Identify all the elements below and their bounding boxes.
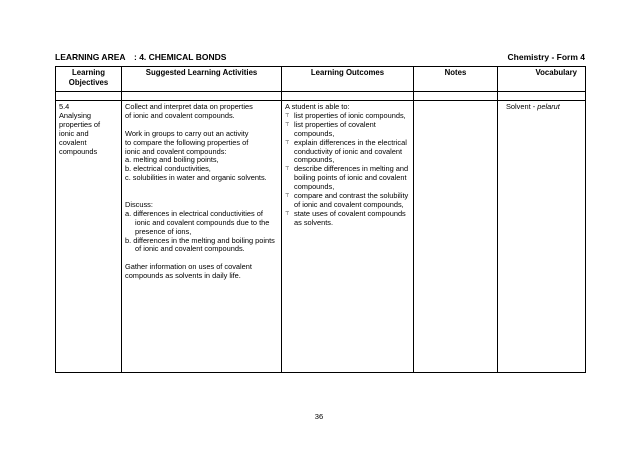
table-row: [56, 101, 586, 373]
table-header-row: [56, 67, 586, 92]
vocabulary-translation: pelarut: [537, 102, 560, 111]
list-item: c. solubilities in water and organic solvents.: [125, 173, 267, 183]
subject-title: Chemistry - Form 4: [507, 52, 585, 62]
activities-cell: Collect and interpret data on properties of ionic and covalent compounds. Work in groups to carry out an activity to compare the following properties of ionic and covalent compounds: a. melting and boiling points, b. electrical conductivities, c. solubilities in water and organic solvents. Discuss: a. differences in electrical conductivities of ionic and covalent compounds due to the presence of ions, b. differences in the melting and boiling points of ionic and covalent compounds. Gather information on uses of covalent compounds as solvents in daily life.: [122, 101, 282, 373]
bullet-icon: ⊤: [285, 139, 290, 146]
bullet-icon: ⊤: [285, 193, 290, 200]
bullet-icon: ⊤: [285, 112, 290, 119]
list-item: ⊤ state uses of covalent compounds as solvents.: [285, 208, 406, 227]
list-item: b. differences in the melting and boiling points of ionic and covalent compounds.: [125, 235, 275, 254]
list-item: ⊤ explain differences in the electrical conductivity of ionic and covalent compounds,: [285, 137, 407, 165]
col-header-vocabulary: Vocabulary: [498, 67, 586, 92]
bullet-icon: ⊤: [285, 210, 290, 217]
list-item: a. melting and boiling points,: [125, 155, 219, 165]
page-number: 36: [314, 412, 324, 421]
objective-cell: 5.4 Analysing properties of ionic and covalent compounds: [56, 101, 122, 373]
notes-cell: [414, 101, 498, 373]
list-item: ⊤ list properties of covalent compounds,: [285, 119, 376, 138]
topic-title: : 4. CHEMICAL BONDS: [134, 52, 227, 62]
list-item: ⊤ compare and contrast the solubility of ionic and covalent compounds,: [285, 191, 409, 209]
learning-area-label: LEARNING AREA: [55, 52, 126, 62]
bullet-icon: ⊤: [285, 166, 290, 173]
list-item: b. electrical conductivities,: [125, 164, 211, 174]
list-item: ⊤ describe differences in melting and boiling points of ionic and covalent compounds,: [285, 164, 409, 192]
bullet-icon: ⊤: [285, 121, 290, 128]
list-item: a. differences in electrical conductivities of ionic and covalent compounds due to the presence of ions,: [125, 208, 270, 236]
list-item: ⊤ list properties of ionic compounds,: [285, 110, 406, 120]
col-header-learning-objectives: Learning Objectives: [56, 67, 122, 92]
syllabus-table: [55, 66, 586, 373]
page-header: [55, 52, 585, 66]
vocabulary-cell: [498, 101, 586, 373]
vocabulary-term: Solvent -: [506, 102, 538, 111]
col-header-suggested-activities: Suggested Learning Activities: [122, 67, 282, 92]
table-spacer-row: [56, 92, 586, 101]
outcomes-cell: A student is able to: ⊤ list properties of ionic compounds, ⊤ list properties of covalent compounds, ⊤ explain differences in the electrical conductivity of ionic and covalent compounds, ⊤ describe differences in melting and boiling points of ionic and covalent compounds, ⊤ compare and contrast the solubility of ionic and covalent compounds, ⊤ state uses of covalent compounds as solvents.: [282, 101, 414, 373]
col-header-learning-outcomes: Learning Outcomes: [282, 67, 414, 92]
col-header-notes: Notes: [414, 67, 498, 92]
discuss-label: Discuss:: [125, 199, 153, 209]
